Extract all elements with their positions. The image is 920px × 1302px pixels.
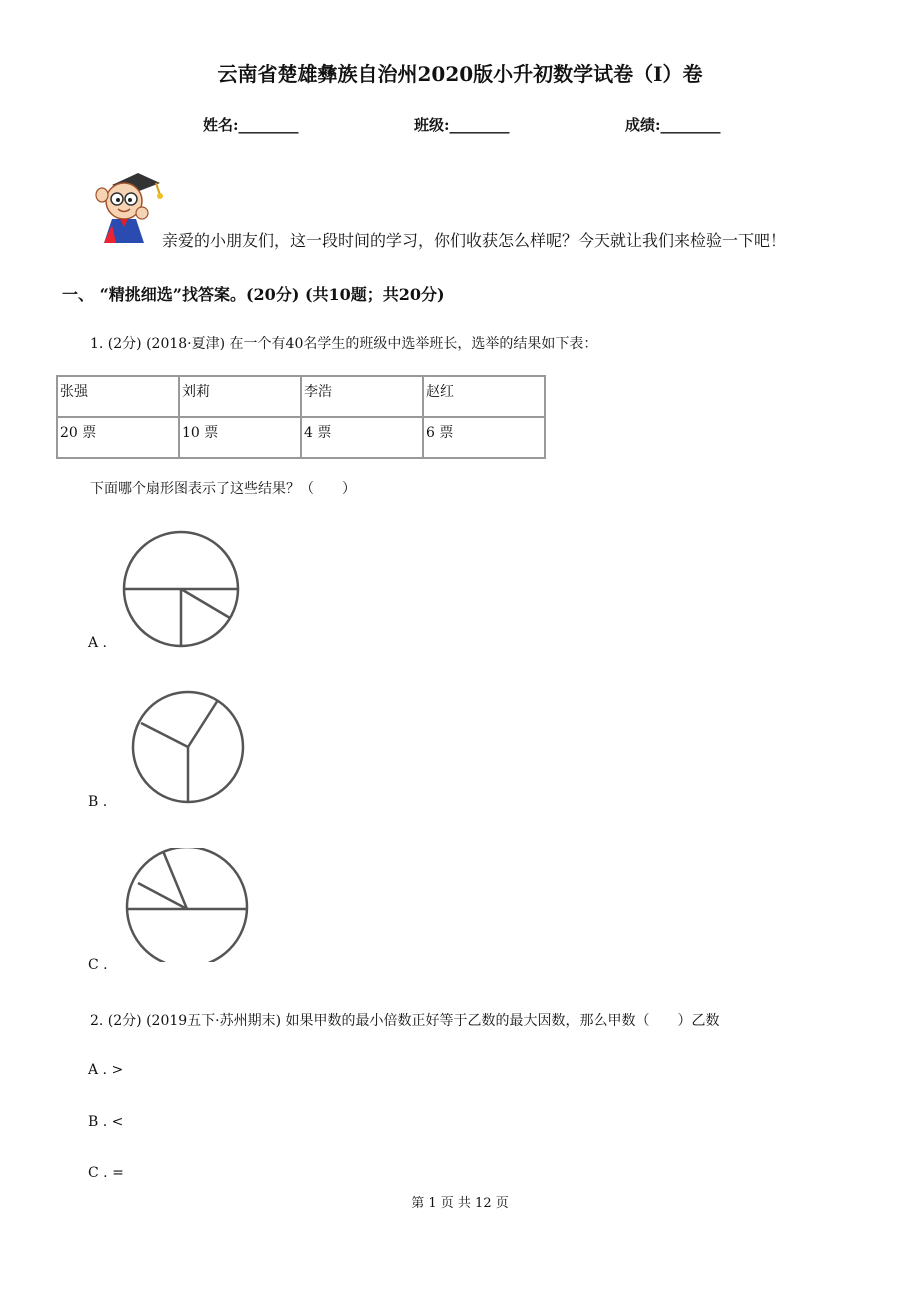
vote-table [56, 375, 546, 459]
table-cell: 李浩 [301, 376, 423, 417]
question-2-stem: 2. (2分) (2019五下·苏州期末) 如果甲数的最小倍数正好等于乙数的最大因数，那么甲数（ ）乙数 [90, 1013, 720, 1029]
table-row [57, 417, 545, 458]
table-cell: 6 票 [423, 417, 545, 458]
q2-option-c[interactable]: C . = [88, 1165, 124, 1181]
option-b-label[interactable]: B . [88, 794, 108, 810]
table-cell: 刘莉 [179, 376, 301, 417]
q2-option-a[interactable]: A . > [88, 1062, 124, 1078]
table-cell: 10 票 [179, 417, 301, 458]
table-row [57, 376, 545, 417]
pie-chart-option-b[interactable] [127, 689, 249, 811]
pie-chart-option-a[interactable] [120, 528, 242, 650]
q2-option-b[interactable]: B . < [88, 1114, 124, 1130]
option-c-label[interactable]: C . [88, 957, 108, 973]
page-title: 云南省楚雄彝族自治州2020版小升初数学试卷（I）卷 [217, 62, 703, 86]
score-field[interactable]: 成绩:________ [625, 116, 721, 134]
name-field[interactable]: 姓名:________ [203, 116, 299, 134]
page-footer: 第 1 页 共 12 页 [411, 1196, 509, 1211]
question-1-stem: 1. (2分) (2018·夏津) 在一个有40名学生的班级中选举班长，选举的结果如下表： [90, 336, 598, 352]
section-heading: 一、 “精挑细选”找答案。(20分) (共10题；共20分) [62, 285, 445, 304]
table-cell: 4 票 [301, 417, 423, 458]
option-a-label[interactable]: A . [88, 635, 108, 651]
question-1-prompt: 下面哪个扇形图表示了这些结果？（ ） [90, 481, 356, 497]
class-field[interactable]: 班级:________ [414, 116, 510, 134]
mascot-icon [90, 165, 168, 245]
table-cell: 张强 [57, 376, 179, 417]
pie-chart-option-c[interactable] [124, 848, 250, 962]
greeting-text: 亲爱的小朋友们，这一段时间的学习，你们收获怎么样呢？今天就让我们来检验一下吧！ [162, 231, 787, 250]
table-cell: 赵红 [423, 376, 545, 417]
table-cell: 20 票 [57, 417, 179, 458]
